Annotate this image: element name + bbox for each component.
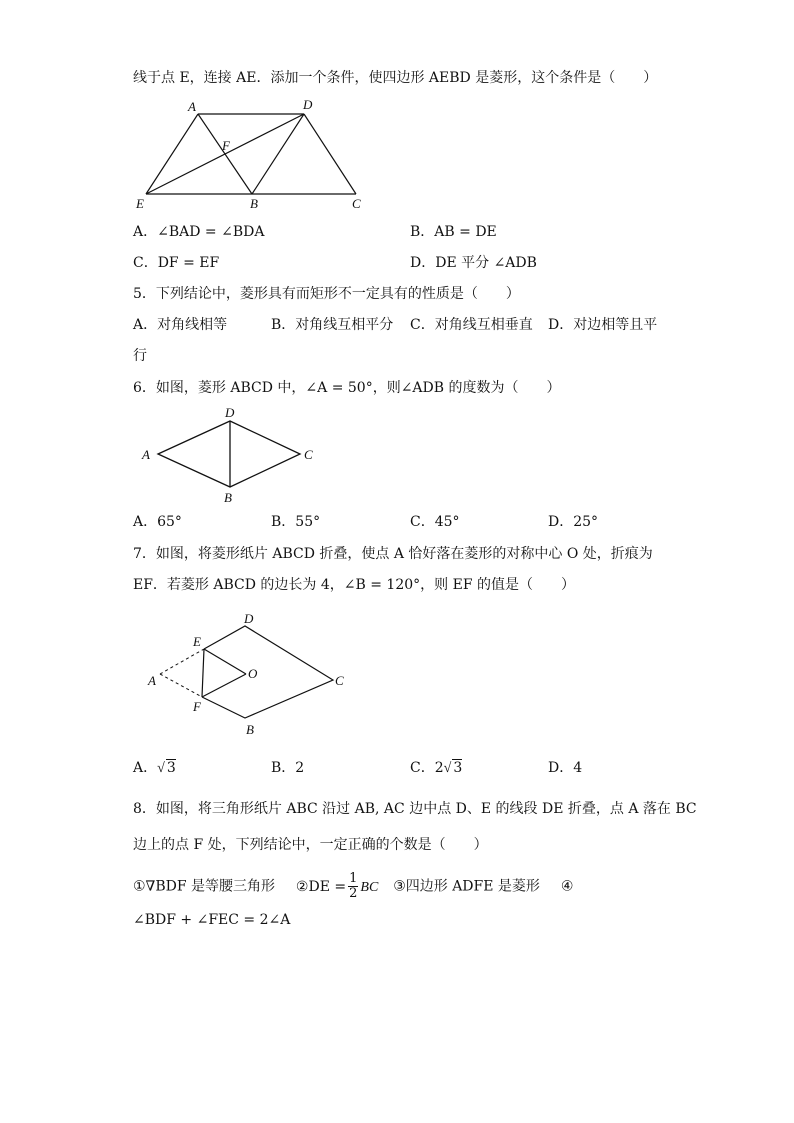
q5-option-d: D．对边相等且平	[548, 317, 658, 333]
q4-figure	[130, 96, 380, 216]
statement-3: ③四边形 ADFE 是菱形	[393, 878, 540, 895]
label-f: F	[193, 699, 201, 714]
q4-option-d: D．DE 平分 ∠ADB	[410, 255, 537, 271]
statement-2: ②DE = $\frac{1}{2}$ BC	[295, 871, 379, 901]
label-d: D	[303, 97, 313, 112]
q6-option-a: A．65°	[133, 514, 182, 530]
q7-option-c: C．2√ 3	[410, 760, 463, 776]
label-b: B	[246, 722, 254, 737]
label-c: C	[352, 196, 361, 211]
label-e: E	[136, 196, 144, 211]
q6-option-c: C．45°	[410, 514, 460, 530]
label-c: C	[335, 673, 344, 688]
q5-option-a: A．对角线相等	[133, 317, 228, 333]
q7-option-a: A．√ 3	[133, 760, 176, 776]
dashed-ae	[160, 649, 204, 674]
segment-de	[146, 114, 304, 194]
segment-eo	[204, 649, 246, 674]
label-o: O	[248, 666, 258, 681]
q6-option-b: B．55°	[271, 514, 321, 530]
q5-option-b: B．对角线互相平分	[271, 317, 394, 333]
q7-option-d: D．4	[548, 760, 583, 776]
q7-stem-line2: EF．若菱形 ABCD 的边长为 4，∠B = 120°，则 EF 的值是（ ）	[133, 577, 575, 593]
q4-option-b: B．AB = DE	[410, 224, 497, 240]
rhombus-abcd	[158, 421, 300, 487]
label-a: A	[148, 673, 156, 688]
dashed-af	[160, 674, 202, 697]
statement-4-marker: ④	[560, 878, 574, 895]
statement-1: ①∇BDF 是等腰三角形	[133, 878, 276, 895]
segment-dc	[304, 114, 356, 194]
q6-stem: 6．如图，菱形 ABCD 中，∠A = 50°，则∠ADB 的度数为（ ）	[133, 380, 561, 396]
label-d: D	[225, 405, 235, 420]
q8-stem-line2: 边上的点 F 处，下列结论中，一定正确的个数是（ ）	[133, 837, 488, 853]
label-f: F	[222, 138, 230, 153]
label-e: E	[193, 634, 201, 649]
label-b: B	[250, 196, 258, 211]
sqrt-radicand: 3	[166, 760, 176, 776]
segment-db	[252, 114, 304, 194]
rhombus-outline	[202, 626, 333, 718]
q6-option-d: D．25°	[548, 514, 599, 530]
statement-4: ∠BDF + ∠FEC = 2∠A	[133, 912, 291, 928]
q7-option-b: B．2	[271, 760, 305, 776]
segment-ae	[146, 114, 198, 194]
q8-stem-line1: 8．如图，将三角形纸片 ABC 沿过 AB, AC 边中点 D、E 的线段 DE 折叠，点 A 落在 BC	[133, 801, 697, 817]
q7-figure	[140, 608, 360, 738]
q6-figure	[138, 402, 328, 506]
segment-fo	[202, 674, 246, 697]
q5-option-d-continued: 行	[133, 348, 147, 364]
q5-stem: 5．下列结论中，菱形具有而矩形不一定具有的性质是（ ）	[133, 286, 520, 302]
q5-option-c: C．对角线互相垂直	[410, 317, 533, 333]
label-a: A	[188, 99, 196, 114]
q8-statements	[133, 872, 573, 901]
label-a: A	[142, 447, 150, 462]
q4-stem: 线于点 E，连接 AE．添加一个条件，使四边形 AEBD 是菱形，这个条件是（ ）	[133, 70, 658, 86]
sqrt-radicand: 3	[453, 760, 463, 776]
q4-option-a: A．∠BAD = ∠BDA	[133, 224, 265, 240]
q7-stem-line1: 7．如图，将菱形纸片 ABCD 折叠，使点 A 恰好落在菱形的对称中心 O 处，折痕为	[133, 546, 653, 562]
label-b: B	[224, 490, 232, 505]
q4-option-c: C．DF = EF	[133, 255, 220, 271]
label-c: C	[304, 447, 313, 462]
fold-line-ef	[202, 649, 204, 697]
fraction-one-half: $\frac{1}{2}$	[349, 871, 358, 901]
label-d: D	[244, 611, 254, 626]
